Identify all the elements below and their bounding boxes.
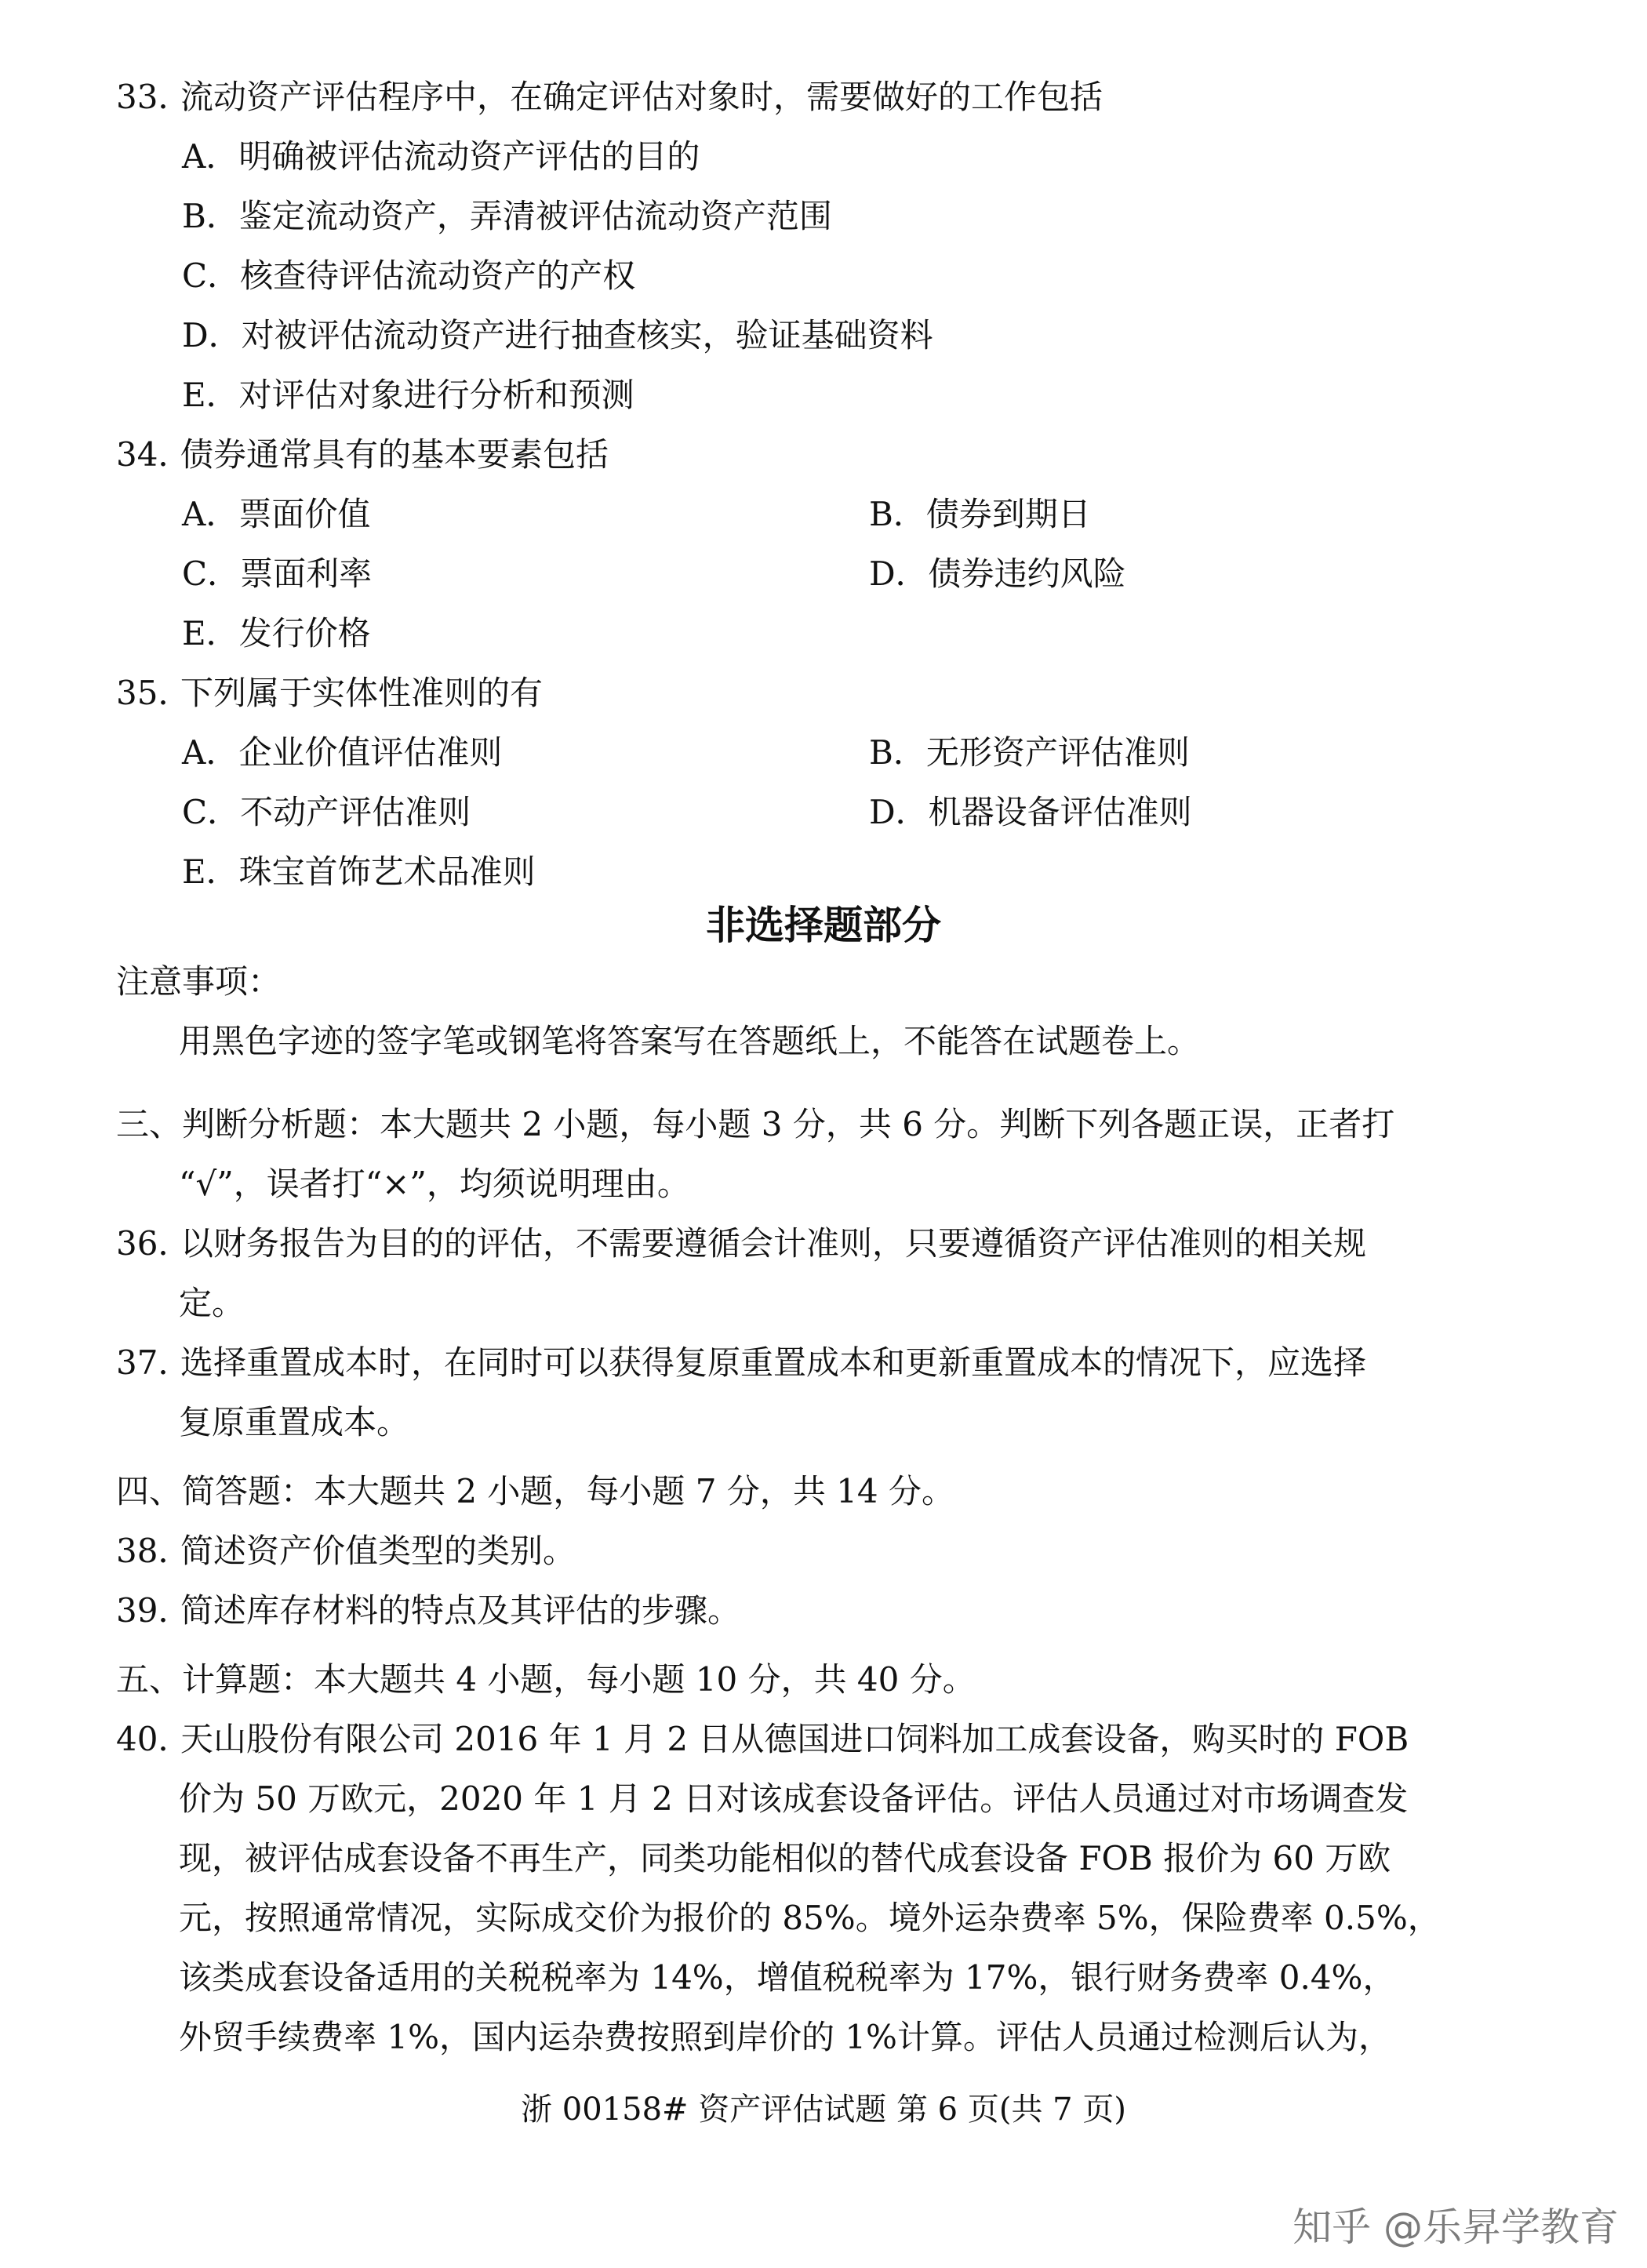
- q34-option-d: D．债券违约风险: [869, 554, 1126, 593]
- q33-number: 33．: [116, 78, 191, 116]
- section5-heading: 五、计算题：本大题共 4 小题，每小题 10 分，共 40 分。: [116, 1660, 976, 1699]
- q36-text: 以财务报告为目的的评估，不需要遵循会计准则，只要遵循资产评估准则的相关规: [180, 1224, 1367, 1263]
- q35-option-d: D．机器设备评估准则: [869, 793, 1192, 831]
- q35-number: 35．: [116, 674, 191, 712]
- q35-option-a: A．企业价值评估准则: [182, 733, 503, 772]
- q40-line: 天山股份有限公司 2016 年 1 月 2 日从德国进口饲料加工成套设备，购买时的 FOB: [180, 1720, 1409, 1758]
- q34-option-c: C．票面利率: [182, 554, 373, 593]
- q40-line: 价为 50 万欧元，2020 年 1 月 2 日对该成套设备评估。评估人员通过对市场调查发: [179, 1779, 1409, 1818]
- q40-line: 外贸手续费率 1%，国内运杂费按照到岸价的 1%计算。评估人员通过检测后认为，: [179, 2018, 1391, 2056]
- q35-text: 下列属于实体性准则的有: [180, 674, 544, 712]
- q33-option-b: B．鉴定流动资产，弄清被评估流动资产范围: [182, 197, 832, 235]
- q35-option-b: B．无形资产评估准则: [869, 733, 1190, 772]
- section3-heading-cont: “√”，误者打“×”，均须说明理由。: [179, 1165, 690, 1203]
- q36-number: 36．: [116, 1224, 191, 1263]
- q34-option-a: A．票面价值: [182, 495, 371, 533]
- q40-line: 该类成套设备适用的关税税率为 14%，增值税税率为 17%，银行财务费率 0.4%，: [179, 1958, 1396, 1997]
- q34-option-b: B．债券到期日: [869, 495, 1091, 533]
- q33-option-d: D．对被评估流动资产进行抽查核实，验证基础资料: [182, 316, 933, 354]
- q35-option-c: C．不动产评估准则: [182, 793, 471, 831]
- q40-line: 现，被评估成套设备不再生产，同类功能相似的替代成套设备 FOB 报价为 60 万欧: [179, 1839, 1391, 1877]
- q37-text: 选择重置成本时，在同时可以获得复原重置成本和更新重置成本的情况下，应选择: [180, 1343, 1367, 1382]
- q37-text-cont: 复原重置成本。: [179, 1403, 410, 1441]
- q33-option-a: A．明确被评估流动资产评估的目的: [182, 137, 700, 176]
- q34-text: 债券通常具有的基本要素包括: [180, 435, 609, 474]
- q36-text-cont: 定。: [179, 1284, 245, 1322]
- q37-number: 37．: [116, 1343, 191, 1382]
- part-title: 非选择题部分: [706, 902, 941, 948]
- q39-text: 简述库存材料的特点及其评估的步骤。: [180, 1591, 741, 1630]
- q33-option-e: E．对评估对象进行分析和预测: [182, 376, 634, 414]
- page-footer: 浙 00158# 资产评估试题 第 6 页(共 7 页): [521, 2092, 1126, 2128]
- q39-number: 39．: [116, 1591, 191, 1630]
- q33-option-c: C．核查待评估流动资产的产权: [182, 256, 636, 295]
- q38-number: 38．: [116, 1532, 191, 1570]
- zhihu-watermark: 知乎 @乐昇学教育: [1293, 2204, 1619, 2250]
- section4-heading: 四、简答题：本大题共 2 小题，每小题 7 分，共 14 分。: [116, 1472, 954, 1510]
- section3-heading: 三、判断分析题：本大题共 2 小题，每小题 3 分，共 6 分。判断下列各题正误，正者打: [116, 1105, 1395, 1143]
- q35-option-e: E．珠宝首饰艺术品准则: [182, 852, 536, 891]
- q34-option-e: E．发行价格: [182, 614, 371, 652]
- q38-text: 简述资产价值类型的类别。: [180, 1532, 576, 1570]
- q33-text: 流动资产评估程序中，在确定评估对象时，需要做好的工作包括: [180, 78, 1103, 116]
- notice-label: 注意事项：: [116, 962, 282, 1001]
- q34-number: 34．: [116, 435, 191, 474]
- q40-number: 40．: [116, 1720, 191, 1758]
- notice-text: 用黑色字迹的签字笔或钢笔将答案写在答题纸上，不能答在试题卷上。: [179, 1022, 1201, 1060]
- q40-line: 元，按照通常情况，实际成交价为报价的 85%。境外运杂费率 5%，保险费率 0.5%，: [179, 1899, 1441, 1937]
